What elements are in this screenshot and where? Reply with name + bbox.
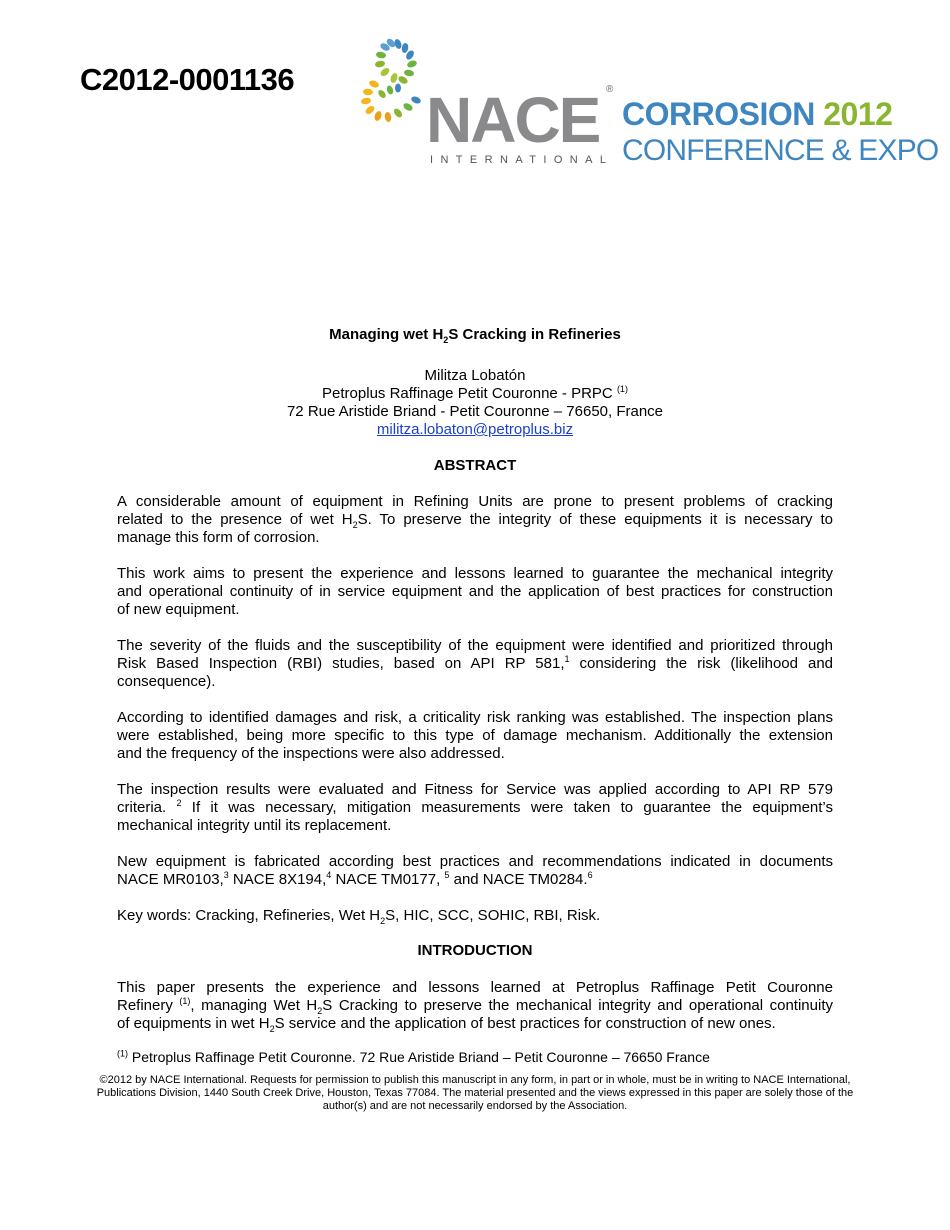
nace-wordmark: NACE	[426, 84, 600, 156]
paper-title: Managing wet $H_2S$ Cracking in Refineries	[329, 326, 621, 345]
registered-mark: ®	[606, 84, 614, 95]
event-name	[622, 96, 892, 133]
author-name: Militza Lobatón	[424, 367, 526, 384]
event-subtitle: CONFERENCE & EXPO	[622, 134, 939, 167]
author-email-link[interactable]: militza.lobaton@petroplus.biz	[376, 421, 574, 438]
nace-corrosion-2012-logo	[358, 30, 939, 168]
abstract-paragraph-2: This work aims to present the experience and lessons learned to guarantee the mechanical integrity and operational continuity of in service equipment and the application of best practices for construction of new equipment.	[117, 565, 833, 618]
introduction-heading: INTRODUCTION	[417, 942, 533, 959]
event-corrosion: CORROSION	[622, 96, 815, 132]
abstract-paragraph-6: New equipment is fabricated according best practices and recommendations indicated in documents NACE MR0103,$^3$ NACE 8X194,$^4$ NACE TM0177, $^5$ and NACE TM0284.$^6$	[117, 853, 833, 888]
copyright-notice: ©2012 by NACE International. Requests for permission to publish this manuscript in any form, in part or in whole, must be in writing to NACE International, Publications Division, 1440 South Creek Drive, Houston, Texas 77084. The material presented and the views expressed in this paper are solely those of the author(s) and are not necessarily endorsed by the Association.	[96, 1074, 854, 1112]
nace-international-label: INTERNATIONAL	[430, 154, 614, 166]
event-year: 2012	[823, 96, 893, 132]
author-affiliation: Petroplus Raffinage Petit Couronne - PRPC $^{(1)}$	[322, 384, 628, 402]
abstract-paragraph-5: The inspection results were evaluated and Fitness for Service was applied according to API RP 579 criteria. $^2$ If it was necessary, mitigation measurements were taken to guarantee the equipment’s mechanical integrity until its replacement.	[117, 781, 833, 834]
abstract-paragraph-4: According to identified damages and risk, a criticality risk ranking was established. The inspection plans were established, being more specific to this type of damage mechanism. Additionally the extension and the frequency of the inspections were also addressed.	[117, 709, 833, 762]
keywords: Key words: Cracking, Refineries, Wet $H_2S$, HIC, SCC, SOHIC, RBI, Risk.	[117, 907, 601, 926]
abstract-heading: ABSTRACT	[433, 457, 517, 474]
dotted-globe-icon	[358, 34, 428, 124]
paper-id: C2012-0001136	[80, 62, 295, 97]
author-email-row	[0, 421, 950, 439]
author-address: 72 Rue Aristide Briand - Petit Couronne – 76650, France	[286, 403, 664, 420]
introduction-paragraph: This paper presents the experience and lessons learned at Petroplus Raffinage Petit Couronne Refinery $^{(1)}$, managing Wet $H_2S$ Cracking to preserve the mechanical integrity and operational continuity of equipments in wet $H_2S$ service and the application of best practices for construction of new ones.	[117, 979, 833, 1034]
abstract-paragraph-3: The severity of the fluids and the susceptibility of the equipment were identified and prioritized through Risk Based Inspection (RBI) studies, based on API RP 581,$^1$ considering the risk (likelihood and consequence).	[117, 637, 834, 690]
footnote: $^{(1)}$ Petroplus Raffinage Petit Couronne. 72 Rue Aristide Briand – Petit Couronne – 76650 France	[117, 1048, 710, 1065]
abstract-paragraph-1: A considerable amount of equipment in Refining Units are prone to present problems of cracking related to the presence of wet $H_2S$. To preserve the integrity of these equipments it is necessary to manage this form of corrosion.	[117, 493, 833, 546]
